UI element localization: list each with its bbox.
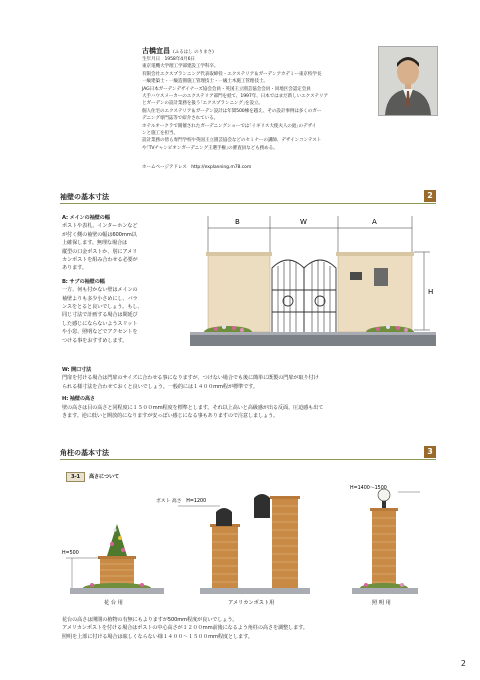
- bio-line: デニング専門誌等で紹介されている。: [142, 116, 219, 122]
- sidewall-b-text: [62, 286, 182, 345]
- dim-a-label: A: [372, 218, 377, 226]
- bio-line: 生年月日 1958年4月6日: [142, 57, 195, 62]
- text-line: きます。逆に低いと開放的になりますが安っぽい感じになる事もありますので注意しましょう。: [62, 413, 279, 420]
- opening-width-text: [62, 374, 438, 391]
- opening-width-heading: W: 開口寸法: [62, 367, 92, 373]
- main-wall-cap: [336, 252, 414, 256]
- text-line: 上確保します。無理な場合は: [62, 240, 128, 247]
- caption-american-post: アメリカンポスト用: [228, 600, 275, 606]
- text-line: 縦型の口金ポストか、別にアメリ: [62, 248, 138, 255]
- caption-lighting: 照 明 用: [372, 600, 391, 606]
- section-number-2: 2: [424, 190, 436, 202]
- wall-height-text: [62, 404, 438, 421]
- sidewall-illustration: [190, 212, 436, 358]
- bio-line: 有限会社エクスプランニング代表取締役・エクステリア＆ガーデンアカデミー東京校学長: [142, 71, 322, 77]
- section-title-pillar: 角柱の基本寸法: [60, 449, 109, 457]
- text-line: や小窓、照明などでアクセントを: [62, 329, 138, 336]
- text-line: アメリカンポストを付ける場合はポストの中心高さが１２００mm前後になるよう角柱の高さを調整します。: [62, 625, 308, 632]
- mailbox-slot: [374, 268, 388, 286]
- sidewall-w-h-block: [62, 366, 438, 420]
- bio-line: や｢TVチャンピオンガーデニング王選手権｣の審査員なども務める。: [142, 145, 278, 151]
- homepage-address: ホームページアドレス http://explanning.m78.com: [142, 165, 252, 170]
- nameplate: [350, 272, 362, 280]
- text-line: 花台の高さは開閉の植物の有無にもよりますが500mm程度が良いでしょう。: [62, 617, 238, 623]
- label-h500: H=500: [62, 551, 79, 556]
- section-divider: [60, 203, 436, 204]
- text-line: 同じ寸法で計画する場合は間延び: [62, 312, 138, 319]
- bio-line: JAG日本ガーデンデザイナーズ協会会員・英国王立園芸協会会員・同地区会認定会員: [142, 86, 311, 92]
- american-mailbox: [254, 494, 270, 518]
- bio-line: とガーデンの設計業務を扱う｢エクスプランニング｣を設立。: [142, 101, 264, 107]
- subsection-heading: [66, 472, 119, 482]
- text-line: つける事をおすすめします。: [62, 337, 128, 344]
- bio-line: 大手ハウスメーカーのエクステリア部門を経て、1997年、日本ではまだ新しいエクステリア: [142, 94, 328, 100]
- text-line: ポストや表札、インターホンなど: [62, 223, 138, 230]
- text-line: した感じにならないようスリット: [62, 320, 138, 327]
- text-line: が付く側の袖壁の幅は600mm以: [62, 231, 137, 238]
- author-name: [142, 46, 214, 56]
- american-post-pillar: [210, 494, 300, 588]
- dim-b-label: B: [235, 218, 240, 226]
- author-name-text: 古橋宜昌: [142, 47, 170, 55]
- sidewall-a-block: [62, 214, 182, 345]
- text-line: あります。: [62, 265, 87, 272]
- subsection-number: 3-1: [66, 472, 85, 482]
- lighting-pillar: [370, 489, 398, 588]
- text-line: られる様寸法を合わせておくと良いでしょう。一般的には１４００mm程が標準です。: [62, 383, 258, 390]
- sub-wall: [208, 254, 270, 332]
- author-reading: (ふるはし のりまさ): [173, 50, 214, 55]
- section-divider-2: [60, 459, 436, 460]
- sidewall-b-heading: B: サブの袖壁の幅: [62, 278, 105, 285]
- text-line: カンポストを組み合わせる必要が: [62, 257, 138, 264]
- text-line: 袖壁よりも多少小さめにし、バラ: [62, 295, 138, 302]
- sidewall-a-heading: A: メインの袖壁の幅: [62, 215, 110, 221]
- bio-line: 一級建築士・一級造園施工管理技士・一級土木施工管理技士。: [142, 79, 268, 85]
- label-post-height: ポスト 高さ H=1200: [156, 499, 207, 504]
- text-line: 一方、何も付かない壁はメインの: [62, 287, 138, 294]
- bio-line: 設計業務の傍ら専門学校や英国王立園芸協会などのセミナーの講師、デザインコンテスト: [142, 138, 322, 144]
- bio-line: ホテルオークラで開催されたガーデニングショーでは｢イギリス大使夫人の庭｣のデザイ: [142, 123, 317, 129]
- flower-stand-pillar: [98, 524, 136, 588]
- text-line: 壁の高さは目の高さと同程度に１５００mm程度を標準とします。それ以上高いと高級感が出る反面、圧迫感も出て: [62, 404, 324, 411]
- section-title-side-wall: 袖壁の基本寸法: [60, 193, 109, 201]
- dim-h-label: H: [428, 288, 434, 296]
- bio-line: 個人住宅のエクステリア＆ガーデン設計は年間500棟を越え、その設計事例は多くのガー: [142, 108, 322, 114]
- label-h-lamp: H=1400〜1500: [350, 486, 387, 491]
- bio-line: ンと施工を担当。: [142, 131, 178, 137]
- dim-w-label: W: [300, 218, 307, 226]
- caption-flower-stand: 花 台 用: [104, 600, 123, 606]
- bio-line: 東京電機大学理工学部建設工学科卒。: [142, 64, 219, 70]
- pillar-height-text: [62, 616, 438, 641]
- sidewall-a-text: [62, 222, 182, 272]
- wall-height-heading: H: 袖壁の高さ: [62, 396, 95, 403]
- sub-wall-cap: [206, 252, 272, 256]
- text-line: ンスをとると良いでしょう。もし、: [62, 304, 143, 311]
- author-photo: [378, 46, 438, 116]
- page-number: 2: [460, 659, 466, 668]
- pillar-illustration: [60, 484, 436, 608]
- section-number-3: 3: [424, 446, 436, 458]
- author-bio: [142, 56, 374, 152]
- main-wall: [338, 254, 412, 332]
- text-line: 照明を上部に付ける場合は眩しくならない様１４００〜１５００mm程度とします。: [62, 633, 253, 640]
- gate: [272, 260, 336, 332]
- subsection-title: 高さについて: [88, 474, 120, 480]
- text-line: 門扉を付ける場合は門扉のサイズに合わせる事になりますが、つけない場合でも後に簡単に既製の門扉が取り付け: [62, 375, 319, 382]
